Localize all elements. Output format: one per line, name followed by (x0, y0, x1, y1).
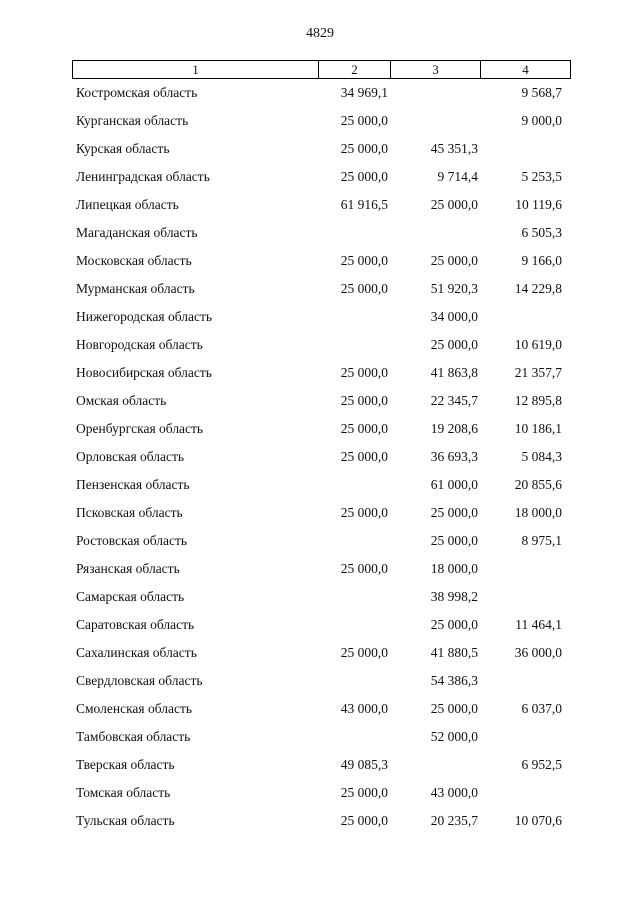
column-3-value (390, 79, 480, 107)
column-4-value: 9 568,7 (521, 85, 562, 100)
column-2-value (318, 723, 390, 751)
column-2-value: 25 000,0 (340, 813, 388, 828)
table-row (72, 499, 570, 527)
column-2-value: 49 085,3 (340, 757, 388, 772)
table-row (72, 807, 570, 835)
table-row (72, 359, 570, 387)
column-2-value: 25 000,0 (340, 281, 388, 296)
region-name-cell: Псковская область (76, 505, 183, 520)
table-row (72, 695, 570, 723)
table-row (72, 135, 570, 163)
table-row (72, 555, 570, 583)
column-4-value (480, 303, 570, 331)
column-4-value: 10 186,1 (514, 421, 562, 436)
column-2-value: 25 000,0 (340, 561, 388, 576)
column-3-value: 38 998,2 (430, 589, 478, 604)
column-header-3: 3 (391, 61, 481, 79)
data-table (72, 79, 570, 835)
column-3-value: 45 351,3 (430, 141, 478, 156)
column-4-value: 5 253,5 (521, 169, 562, 184)
column-4-value: 5 084,3 (521, 449, 562, 464)
column-4-value (480, 135, 570, 163)
column-2-value: 25 000,0 (340, 421, 388, 436)
region-name-cell: Рязанская область (76, 561, 180, 576)
column-2-value: 25 000,0 (340, 785, 388, 800)
column-4-value (480, 723, 570, 751)
region-name-cell: Курская область (76, 141, 170, 156)
region-name-cell: Новгородская область (76, 337, 203, 352)
column-4-value: 6 505,3 (521, 225, 562, 240)
region-name-cell: Магаданская область (76, 225, 198, 240)
table-row (72, 779, 570, 807)
column-3-value: 19 208,6 (430, 421, 478, 436)
table-row (72, 751, 570, 779)
table-row (72, 723, 570, 751)
column-4-value: 20 855,6 (514, 477, 562, 492)
column-4-value: 6 952,5 (521, 757, 562, 772)
column-3-value: 51 920,3 (430, 281, 478, 296)
region-name-cell: Самарская область (76, 589, 185, 604)
table-row (72, 443, 570, 471)
column-3-value: 25 000,0 (430, 253, 478, 268)
column-2-value: 34 969,1 (340, 85, 388, 100)
region-name-cell: Липецкая область (76, 197, 179, 212)
column-4-value (480, 779, 570, 807)
column-2-value (318, 303, 390, 331)
region-name-cell: Костромская область (76, 85, 198, 100)
column-2-value (318, 527, 390, 555)
region-name-cell: Пензенская область (76, 477, 190, 492)
column-2-value (318, 219, 390, 247)
column-3-value: 25 000,0 (430, 533, 478, 548)
column-2-value: 25 000,0 (340, 365, 388, 380)
column-4-value: 10 619,0 (514, 337, 562, 352)
column-3-value: 61 000,0 (430, 477, 478, 492)
column-3-value: 41 863,8 (430, 365, 478, 380)
column-2-value: 25 000,0 (340, 449, 388, 464)
table-row (72, 219, 570, 247)
table-row (72, 387, 570, 415)
column-2-value: 25 000,0 (340, 169, 388, 184)
region-name-cell: Новосибирская область (76, 365, 212, 380)
column-2-value (318, 667, 390, 695)
column-3-value (390, 219, 480, 247)
region-name-cell: Тверская область (76, 757, 175, 772)
region-name-cell: Оренбургская область (76, 421, 204, 436)
column-2-value: 25 000,0 (340, 505, 388, 520)
column-3-value: 20 235,7 (430, 813, 478, 828)
column-2-value (318, 471, 390, 499)
header-row (73, 61, 571, 79)
table-row (72, 275, 570, 303)
column-3-value: 25 000,0 (430, 701, 478, 716)
column-4-value: 18 000,0 (514, 505, 562, 520)
column-3-value: 43 000,0 (430, 785, 478, 800)
column-header-2: 2 (319, 61, 391, 79)
region-name-cell: Омская область (76, 393, 167, 408)
column-4-value: 10 070,6 (514, 813, 562, 828)
column-4-value: 9 166,0 (521, 253, 562, 268)
column-4-value: 6 037,0 (521, 701, 562, 716)
column-2-value: 25 000,0 (340, 393, 388, 408)
table-row (72, 163, 570, 191)
column-3-value: 52 000,0 (430, 729, 478, 744)
table-row (72, 527, 570, 555)
column-2-value: 43 000,0 (340, 701, 388, 716)
column-2-value: 25 000,0 (340, 113, 388, 128)
table-row (72, 583, 570, 611)
region-name-cell: Саратовская область (76, 617, 195, 632)
table-row (72, 303, 570, 331)
table-row (72, 611, 570, 639)
region-name-cell: Тульская область (76, 813, 175, 828)
table-row (72, 79, 570, 107)
column-3-value: 36 693,3 (430, 449, 478, 464)
column-2-value: 25 000,0 (340, 141, 388, 156)
column-4-value: 21 357,7 (514, 365, 562, 380)
column-3-value: 18 000,0 (430, 561, 478, 576)
column-3-value: 25 000,0 (430, 337, 478, 352)
region-name-cell: Орловская область (76, 449, 185, 464)
column-2-value: 25 000,0 (340, 645, 388, 660)
region-name-cell: Московская область (76, 253, 192, 268)
column-4-value: 8 975,1 (521, 533, 562, 548)
column-3-value: 25 000,0 (430, 197, 478, 212)
region-name-cell: Мурманская область (76, 281, 195, 296)
column-4-value (480, 667, 570, 695)
column-3-value: 41 880,5 (430, 645, 478, 660)
page-number: 4829 (306, 26, 334, 41)
column-4-value (480, 583, 570, 611)
column-4-value: 10 119,6 (515, 197, 562, 212)
column-4-value: 36 000,0 (514, 645, 562, 660)
column-3-value: 22 345,7 (430, 393, 478, 408)
region-name-cell: Сахалинская область (76, 645, 197, 660)
column-4-value: 11 464,1 (515, 617, 562, 632)
column-4-value: 14 229,8 (514, 281, 562, 296)
column-4-value (480, 555, 570, 583)
column-2-value (318, 611, 390, 639)
table-body (72, 79, 570, 835)
column-3-value: 34 000,0 (430, 309, 478, 324)
column-3-value (390, 107, 480, 135)
table-row (72, 667, 570, 695)
table-row (72, 191, 570, 219)
region-name-cell: Смоленская область (76, 701, 193, 716)
region-name-cell: Курганская область (76, 113, 189, 128)
column-2-value (318, 331, 390, 359)
column-3-value (390, 751, 480, 779)
region-name-cell: Свердловская область (76, 673, 203, 688)
region-name-cell: Томская область (76, 785, 171, 800)
column-3-value: 9 714,4 (437, 169, 478, 184)
column-3-value: 54 386,3 (430, 673, 478, 688)
table-row (72, 415, 570, 443)
column-2-value: 61 916,5 (340, 197, 388, 212)
column-4-value: 12 895,8 (514, 393, 562, 408)
table-row (72, 247, 570, 275)
table-row (72, 107, 570, 135)
column-2-value (318, 583, 390, 611)
region-name-cell: Ростовская область (76, 533, 187, 548)
table-row (72, 331, 570, 359)
column-3-value: 25 000,0 (430, 617, 478, 632)
table-row (72, 471, 570, 499)
column-4-value: 9 000,0 (521, 113, 562, 128)
column-2-value: 25 000,0 (340, 253, 388, 268)
region-name-cell: Ленинградская область (76, 169, 210, 184)
region-name-cell: Тамбовская область (76, 729, 191, 744)
column-header-4: 4 (481, 61, 571, 79)
table-row (72, 639, 570, 667)
column-header-1: 1 (73, 61, 319, 79)
table-header (72, 60, 571, 79)
region-name-cell: Нижегородская область (76, 309, 213, 324)
column-3-value: 25 000,0 (430, 505, 478, 520)
